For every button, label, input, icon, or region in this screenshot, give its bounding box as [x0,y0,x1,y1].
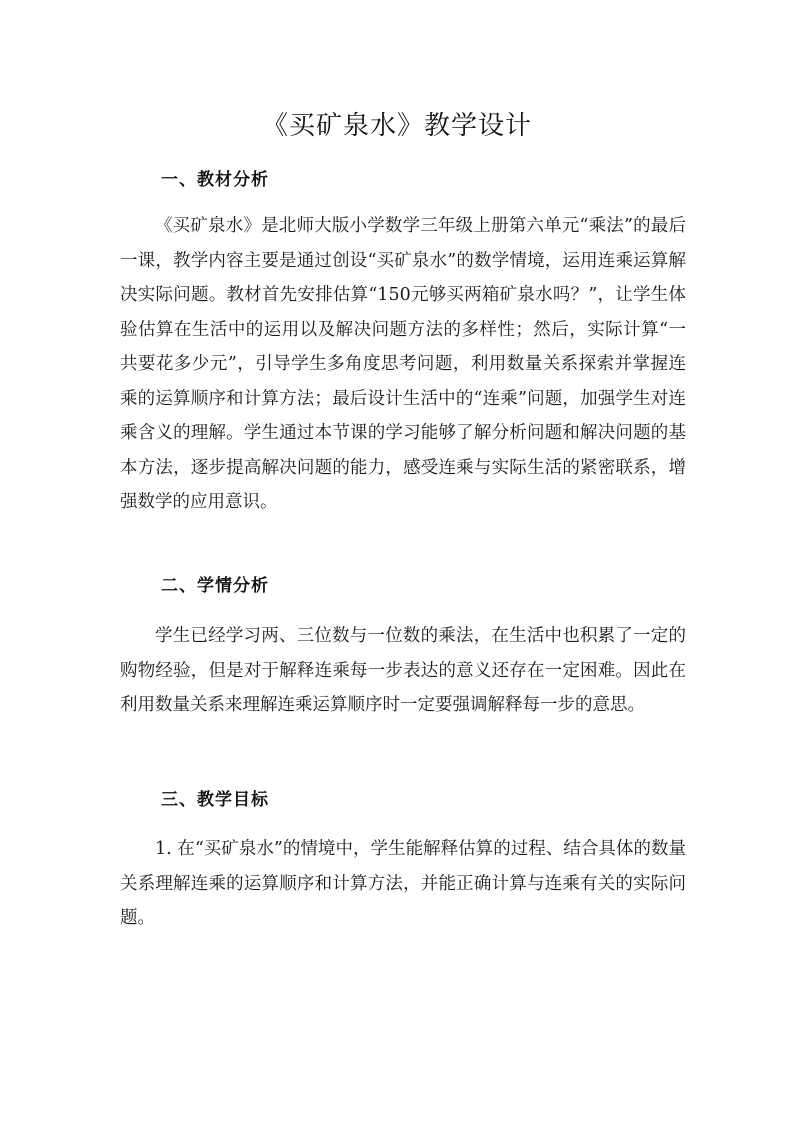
section-heading-textbook-analysis: 一、教材分析 [161,170,269,190]
document-title: 《买矿泉水》教学设计 [261,111,532,141]
section-paragraph-teaching-objectives: 1. 在“买矿泉水”的情境中，学生能解释估算的过程、结合具体的数量关系理解连乘的运算顺序和计算方法，并能正确计算与连乘有关的实际问题。 [120,839,686,928]
section-heading-student-analysis: 二、学情分析 [161,576,269,596]
section-paragraph-student-analysis: 学生已经学习两、三位数与一位数的乘法，在生活中也积累了一定的购物经验，但是对于解释连乘每一步表达的意义还存在一定困难。因此在利用数量关系来理解连乘运算顺序时一定要强调解释每一步的意思。 [120,626,686,715]
section-paragraph-textbook-analysis: 《买矿泉水》是北师大版小学数学三年级上册第六单元“乘法”的最后一课，教学内容主要是通过创设“买矿泉水”的数学情境，运用连乘运算解决实际问题。教材首先安排估算“150元够买两箱矿泉水吗？”，让学生体验估算在生活中的运用以及解决问题方法的多样性；然后，实际计算“一共要花多少元”，引导学生多角度思考问题，利用数量关系探索并掌握连乘的运算顺序和计算方法；最后设计生活中的“连乘”问题，加强学生对连乘含义的理解。学生通过本节课的学习能够了解分析问题和解决问题的基本方法，逐步提高解决问题的能力，感受连乘与实际生活的紧密联系，增强数学的应用意识。 [120,216,686,512]
section-heading-teaching-objectives: 三、教学目标 [161,790,269,810]
